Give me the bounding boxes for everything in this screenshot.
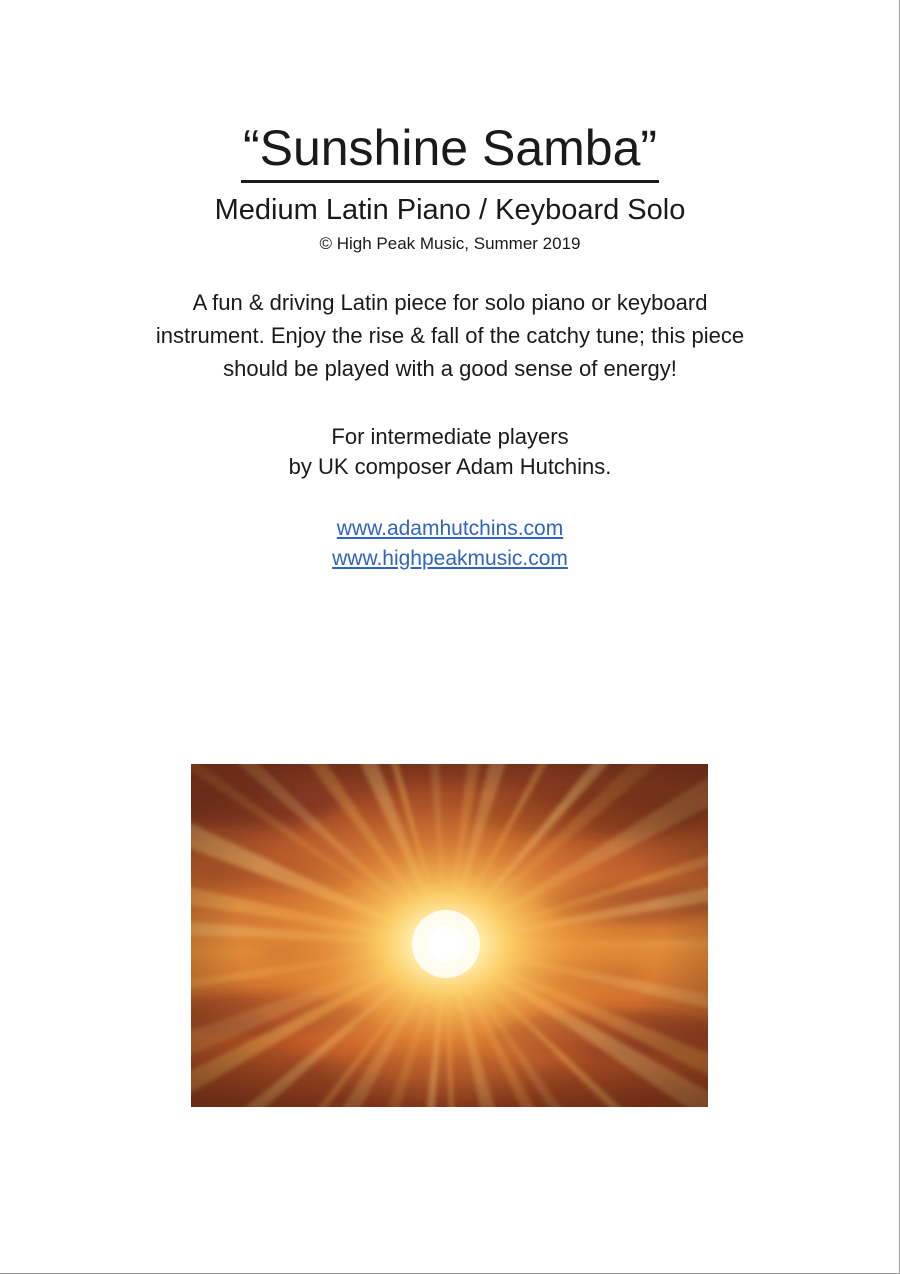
sunburst-image: [191, 764, 708, 1107]
copyright-notice: © High Peak Music, Summer 2019: [319, 234, 581, 253]
description-line: should be played with a good sense of energy!: [223, 356, 677, 381]
subtitle: Medium Latin Piano / Keyboard Solo: [214, 194, 686, 226]
audience-info: [0, 422, 900, 482]
sunburst-photo: [191, 764, 708, 1107]
link-adamhutchins[interactable]: www.adamhutchins.com: [336, 517, 564, 540]
description: [0, 286, 900, 385]
page-title: [0, 112, 900, 184]
title-text: “Sunshine Samba”: [241, 116, 659, 183]
audience-line: For intermediate players: [331, 424, 569, 449]
composer-line: by UK composer Adam Hutchins.: [288, 454, 612, 479]
description-line: A fun & driving Latin piece for solo piano or keyboard: [192, 290, 708, 315]
website-links: [0, 514, 900, 574]
description-line: instrument. Enjoy the rise & fall of the catchy tune; this piece: [155, 323, 745, 348]
link-highpeakmusic[interactable]: www.highpeakmusic.com: [332, 547, 568, 570]
